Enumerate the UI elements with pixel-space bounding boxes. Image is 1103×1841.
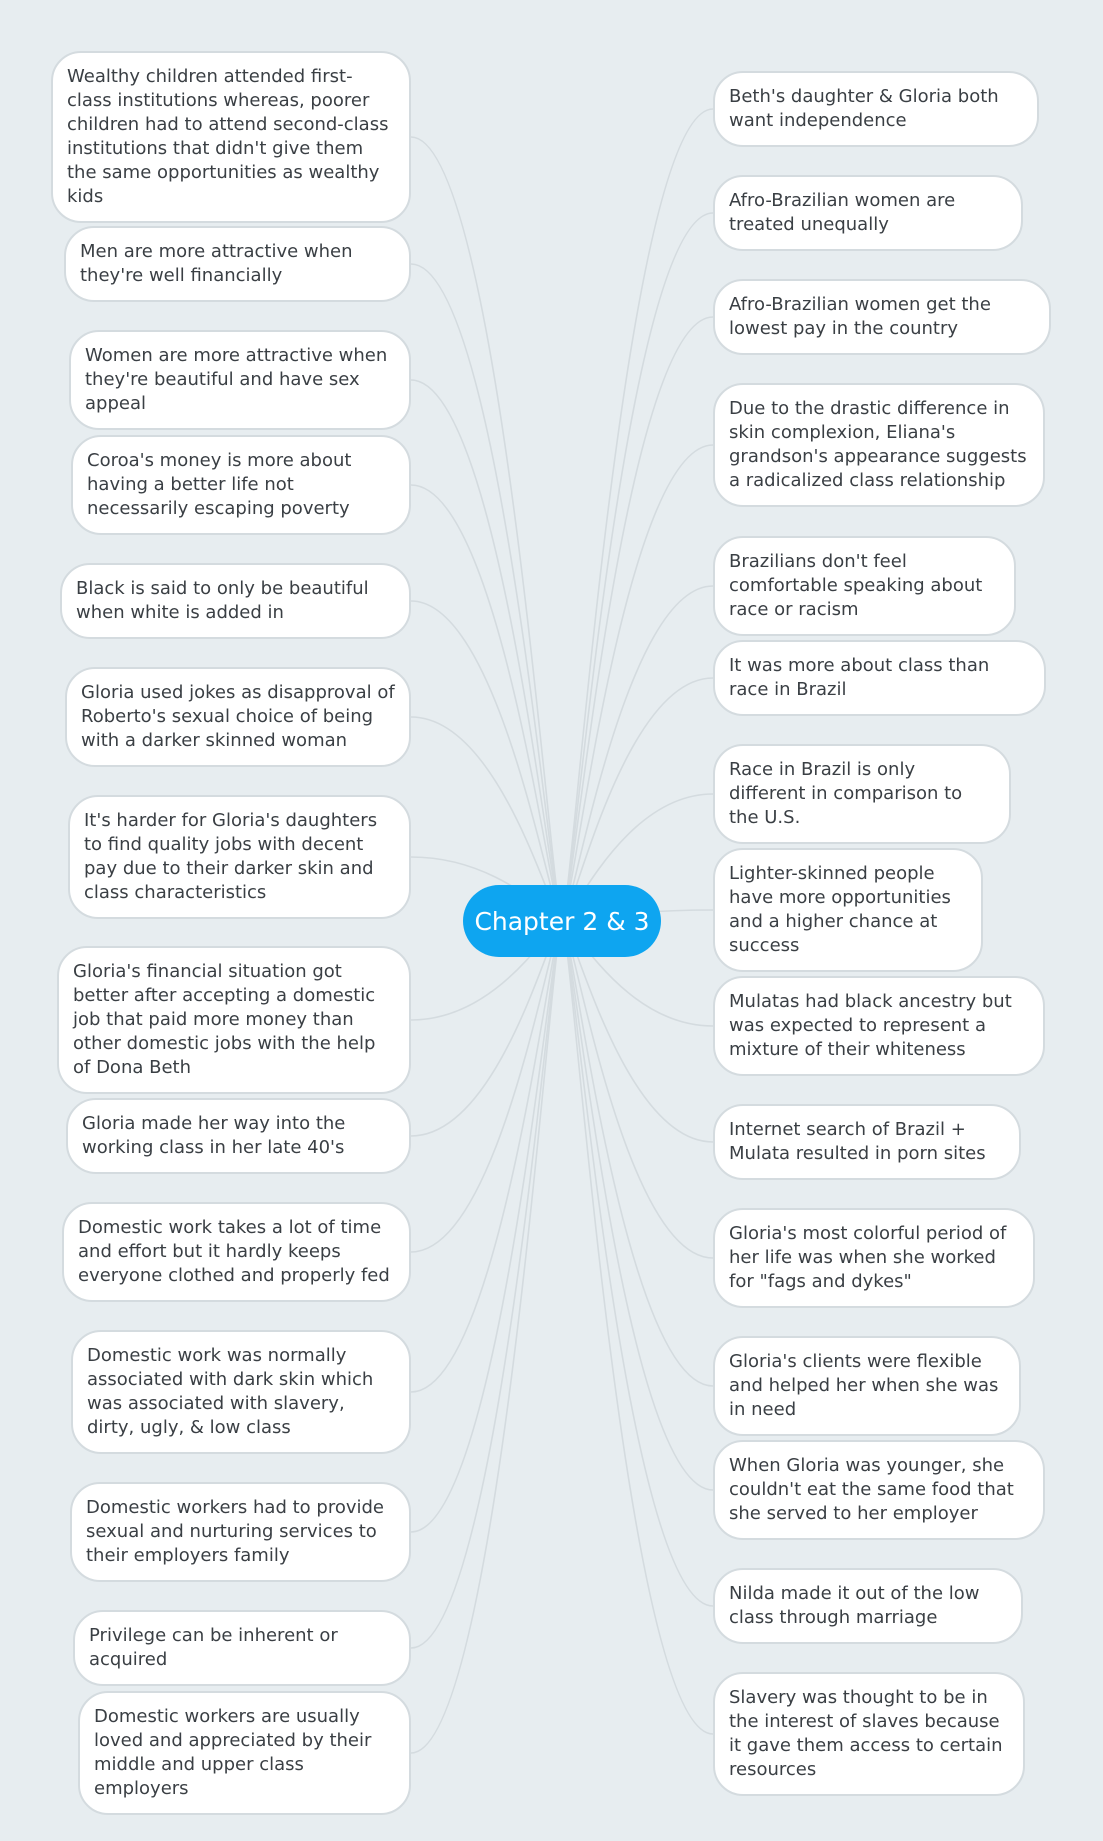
left-topic-7[interactable]	[68, 795, 411, 919]
left-topic-9[interactable]	[66, 1098, 411, 1174]
connector-line	[562, 921, 713, 1386]
connector-line	[562, 921, 713, 1258]
connector-line	[562, 213, 713, 921]
topic-text: Black is said to only be beautiful when white is added in	[76, 578, 369, 623]
connector-line	[562, 586, 713, 921]
topic-text: Gloria's financial situation got better after accepting a domestic job that paid more money than other domestic jobs with the help of Dona Beth	[73, 961, 376, 1078]
left-topic-4[interactable]	[71, 435, 411, 535]
topic-text: Domestic workers are usually loved and appreciated by their middle and upper class employers	[94, 1706, 372, 1799]
right-topic-8[interactable]	[713, 848, 983, 972]
topic-text: Afro-Brazilian women are treated unequally	[729, 190, 956, 235]
connector-line	[562, 921, 713, 1606]
topic-text: Wealthy children attended first-class institutions whereas, poorer children had to attend second-class institutions that didn't give them the same opportunities as wealthy kids	[67, 66, 389, 207]
topic-text: Men are more attractive when they're well financially	[80, 241, 353, 286]
right-topic-5[interactable]	[713, 536, 1016, 636]
right-topic-3[interactable]	[713, 279, 1051, 355]
right-topic-15[interactable]	[713, 1672, 1025, 1796]
topic-text: When Gloria was younger, she couldn't eat the same food that she served to her employer	[729, 1455, 1014, 1524]
connector-line	[411, 921, 562, 1753]
topic-text: Women are more attractive when they're beautiful and have sex appeal	[85, 345, 388, 414]
topic-text: Lighter-skinned people have more opportunities and a higher chance at success	[729, 863, 951, 956]
topic-text: Domestic work was normally associated with dark skin which was associated with slavery, dirty, ugly, & low class	[87, 1345, 374, 1438]
connector-line	[411, 921, 562, 1648]
topic-text: Brazilians don't feel comfortable speaking about race or racism	[729, 551, 983, 620]
connector-line	[411, 380, 562, 921]
connector-line	[562, 445, 713, 921]
topic-text: Gloria's clients were flexible and helped her when she was in need	[729, 1351, 999, 1420]
right-topic-9[interactable]	[713, 976, 1045, 1076]
topic-text: It's harder for Gloria's daughters to find quality jobs with decent pay due to their darker skin and class characteristics	[84, 810, 378, 903]
connector-line	[562, 317, 713, 921]
left-topic-11[interactable]	[71, 1330, 411, 1454]
central-topic-label: Chapter 2 & 3	[474, 906, 650, 936]
topic-text: Domestic work takes a lot of time and effort but it hardly keeps everyone clothed and properly fed	[78, 1217, 390, 1286]
left-topic-3[interactable]	[69, 330, 411, 430]
left-topic-8[interactable]	[57, 946, 411, 1094]
left-topic-13[interactable]	[73, 1610, 411, 1686]
left-topic-12[interactable]	[70, 1482, 411, 1582]
left-topic-2[interactable]	[64, 226, 411, 302]
left-topic-5[interactable]	[60, 563, 411, 639]
topic-text: Gloria made her way into the working class in her late 40's	[82, 1113, 346, 1158]
topic-text: Domestic workers had to provide sexual and nurturing services to their employers family	[86, 1497, 385, 1566]
right-topic-7[interactable]	[713, 744, 1011, 844]
connector-line	[562, 109, 713, 921]
right-topic-12[interactable]	[713, 1336, 1021, 1436]
topic-text: Coroa's money is more about having a better life not necessarily escaping poverty	[87, 450, 352, 519]
right-topic-14[interactable]	[713, 1568, 1023, 1644]
topic-text: Slavery was thought to be in the interest of slaves because it gave them access to certain resources	[729, 1687, 1003, 1780]
topic-text: Mulatas had black ancestry but was expected to represent a mixture of their whiteness	[729, 991, 1012, 1060]
left-topic-14[interactable]	[78, 1691, 411, 1815]
connector-line	[562, 921, 713, 1734]
topic-text: Privilege can be inherent or acquired	[89, 1625, 338, 1670]
left-topic-6[interactable]	[65, 667, 411, 767]
connector-line	[411, 921, 562, 1392]
connector-line	[411, 485, 562, 921]
topic-text: Gloria used jokes as disapproval of Roberto's sexual choice of being with a darker skinned woman	[81, 682, 395, 751]
topic-text: Internet search of Brazil + Mulata resulted in porn sites	[729, 1119, 986, 1164]
central-topic[interactable]	[463, 885, 661, 957]
right-topic-2[interactable]	[713, 175, 1023, 251]
connector-line	[411, 921, 562, 1532]
right-topic-4[interactable]	[713, 383, 1045, 507]
connector-line	[562, 921, 713, 1490]
right-topic-10[interactable]	[713, 1104, 1021, 1180]
right-topic-6[interactable]	[713, 640, 1046, 716]
topic-text: Gloria's most colorful period of her life was when she worked for "fags and dykes"	[729, 1223, 1007, 1292]
connector-line	[411, 137, 562, 921]
topic-text: Due to the drastic difference in skin complexion, Eliana's grandson's appearance suggests a radicalized class relationship	[729, 398, 1027, 491]
connector-line	[411, 601, 562, 921]
right-topic-1[interactable]	[713, 71, 1039, 147]
topic-text: It was more about class than race in Brazil	[729, 655, 990, 700]
left-topic-1[interactable]	[51, 51, 411, 223]
topic-text: Nilda made it out of the low class through marriage	[729, 1583, 980, 1628]
left-topic-10[interactable]	[62, 1202, 411, 1302]
right-topic-13[interactable]	[713, 1440, 1045, 1540]
topic-text: Afro-Brazilian women get the lowest pay in the country	[729, 294, 991, 339]
connector-line	[411, 264, 562, 921]
connector-line	[411, 921, 562, 1252]
topic-text: Race in Brazil is only different in comparison to the U.S.	[729, 759, 963, 828]
topic-text: Beth's daughter & Gloria both want independence	[729, 86, 999, 131]
right-topic-11[interactable]	[713, 1208, 1035, 1308]
